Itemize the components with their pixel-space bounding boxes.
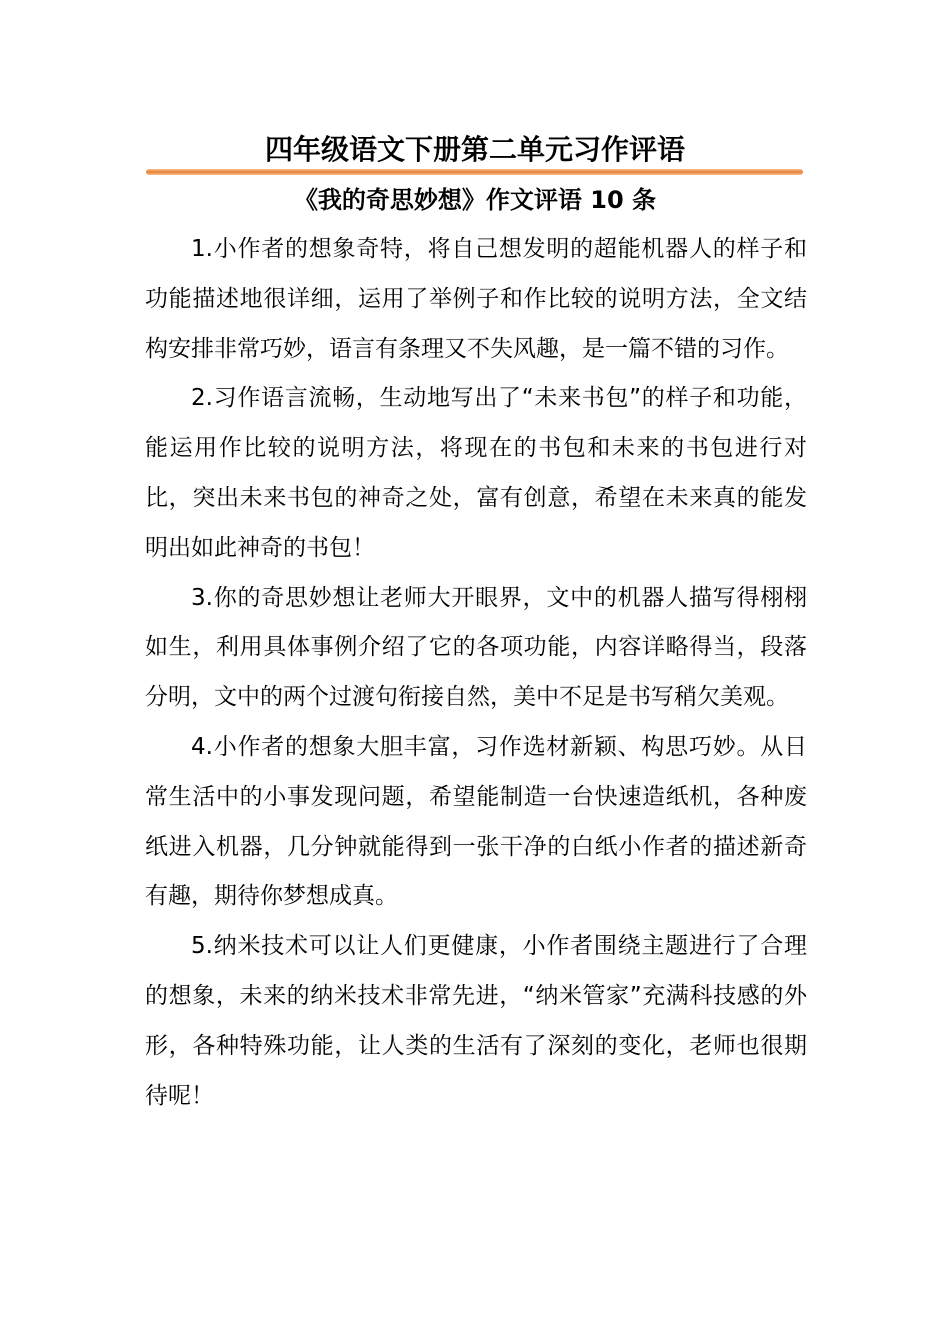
document-body (145, 225, 807, 1121)
comment-paragraph-5: 5.纳米技术可以让人们更健康，小作者围绕主题进行了合理的想象，未来的纳米技术非常先进，“纳米管家”充满科技感的外形，各种特殊功能，让人类的生活有了深刻的变化，老师也很期待呢！ (145, 933, 807, 1109)
title-underline-rule (146, 169, 803, 175)
document-subtitle: 《我的奇思妙想》作文评语 10 条 (293, 186, 657, 214)
comment-paragraph-3: 3.你的奇思妙想让老师大开眼界，文中的机器人描写得栩栩如生，利用具体事例介绍了它的各项功能，内容详略得当，段落分明，文中的两个过渡句衔接自然，美中不足是书写稍欠美观。 (145, 584, 807, 711)
document-title: 四年级语文下册第二单元习作评语 (264, 133, 685, 166)
comment-paragraph-1: 1.小作者的想象奇特，将自己想发明的超能机器人的样子和功能描述地很详细，运用了举例子和作比较的说明方法，全文结构安排非常巧妙，语言有条理又不失风趣，是一篇不错的习作。 (145, 236, 807, 362)
comment-paragraph-2: 2.习作语言流畅，生动地写出了“未来书包”的样子和功能，能运用作比较的说明方法，将现在的书包和未来的书包进行对比，突出未来书包的神奇之处，富有创意，希望在未来真的能发明出如此神奇的书包！ (145, 385, 807, 561)
comment-paragraph-4: 4.小作者的想象大胆丰富，习作选材新颖、构思巧妙。从日常生活中的小事发现问题，希望能制造一台快速造纸机，各种废纸进入机器，几分钟就能得到一张干净的白纸小作者的描述新奇有趣，期待你梦想成真。 (145, 733, 807, 910)
